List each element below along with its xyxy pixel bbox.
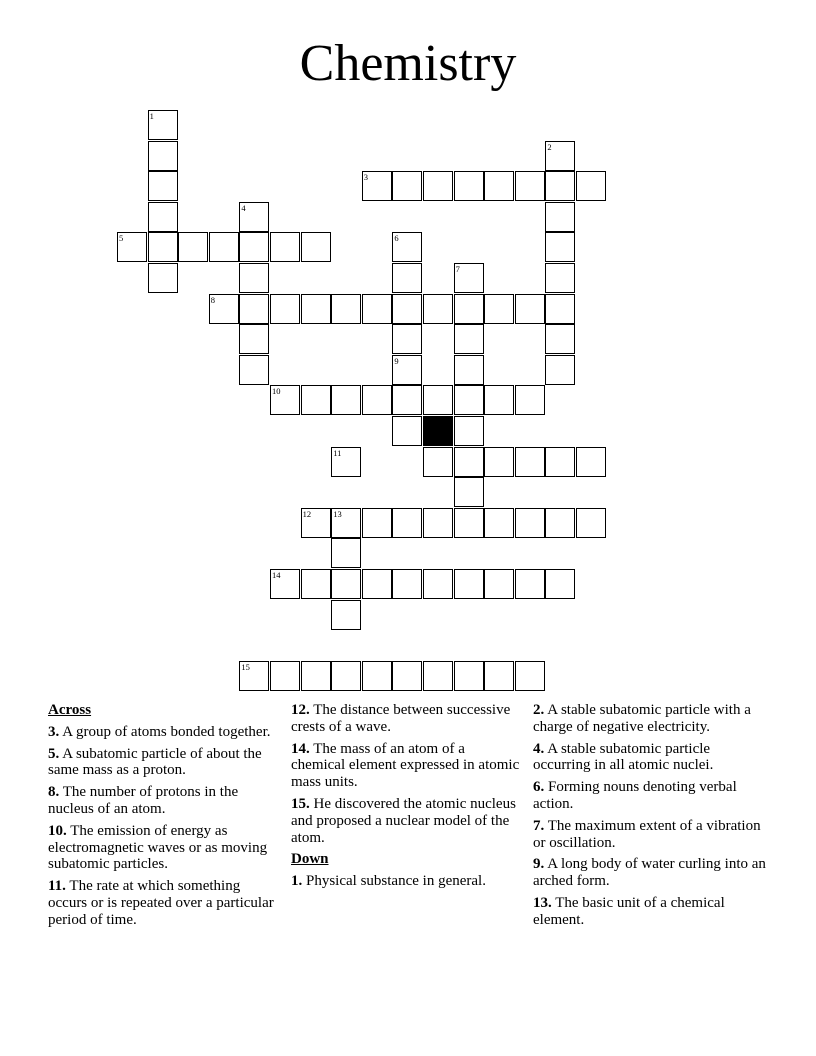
clue-number: 3 [363, 172, 369, 183]
grid-cell[interactable] [148, 171, 178, 201]
clue [291, 796, 521, 846]
grid-cell[interactable] [484, 171, 514, 201]
clue-number: 11. [48, 878, 66, 895]
clue [48, 724, 283, 741]
grid-cell[interactable] [484, 294, 514, 324]
clue-number: 14 [272, 570, 281, 580]
clue-number: 6 [394, 233, 399, 244]
grid-cell[interactable] [454, 416, 484, 446]
grid-cell[interactable] [392, 232, 422, 262]
grid-cell[interactable] [454, 324, 484, 354]
clue-number: 5 [119, 233, 124, 244]
clue-number: 13. [533, 894, 552, 911]
grid-cell[interactable] [515, 569, 545, 599]
grid-cell[interactable] [454, 569, 484, 599]
clue [533, 818, 768, 852]
grid-cell[interactable] [148, 110, 178, 140]
clue-number: 15. [291, 795, 310, 812]
clue-number: 2 [547, 141, 552, 152]
clue-number: 10 [272, 386, 281, 397]
grid-cell[interactable] [484, 385, 514, 415]
grid-cell[interactable] [454, 385, 484, 415]
grid-cell[interactable] [484, 569, 514, 599]
grid-cell[interactable] [454, 355, 484, 385]
grid-cell[interactable] [392, 355, 422, 385]
grid-cell[interactable] [545, 355, 575, 385]
grid-cell[interactable] [362, 385, 392, 415]
grid-cell[interactable] [545, 508, 575, 538]
grid-cell[interactable] [331, 569, 361, 599]
grid-cell[interactable] [148, 263, 178, 293]
clue [533, 779, 768, 813]
grid-cell[interactable] [270, 294, 300, 324]
grid-cell[interactable] [545, 232, 575, 262]
grid-cell[interactable] [239, 263, 269, 293]
grid-cell[interactable] [209, 232, 239, 262]
grid-cell[interactable] [545, 294, 575, 324]
grid-cell[interactable] [454, 661, 484, 691]
grid-cell[interactable] [545, 171, 575, 201]
grid-cell[interactable] [301, 569, 331, 599]
grid-cell[interactable] [576, 171, 606, 201]
grid-cell[interactable] [301, 508, 331, 538]
grid-cell[interactable] [454, 508, 484, 538]
grid-cell[interactable] [362, 171, 392, 201]
grid-cell[interactable] [331, 294, 361, 324]
grid-cell[interactable] [423, 385, 453, 415]
grid-cell[interactable] [423, 294, 453, 324]
grid-cell[interactable] [423, 447, 453, 477]
grid-cell[interactable] [545, 447, 575, 477]
clue [48, 784, 283, 818]
grid-cell[interactable] [239, 355, 269, 385]
clue-text: A subatomic particle of about the same mass as a proton. [48, 745, 262, 779]
grid-cell[interactable] [423, 508, 453, 538]
grid-cell[interactable] [331, 661, 361, 691]
clue-text: A stable subatomic particle occurring in all atomic nuclei. [533, 740, 714, 774]
clue-text: The maximum extent of a vibration or oscillation. [533, 817, 761, 851]
clue-text: Forming nouns denoting verbal action. [533, 779, 737, 812]
grid-cell[interactable] [454, 447, 484, 477]
clue-text: He discovered the atomic nucleus and proposed a nuclear model of the atom. [291, 795, 516, 846]
grid-cell[interactable] [484, 661, 514, 691]
clue-number: 4. [533, 740, 545, 757]
clue-number: 11 [333, 447, 342, 458]
clues-column-1 [48, 702, 283, 934]
clue-text: A long body of water curling into an arched form. [533, 856, 766, 890]
grid-cell[interactable] [515, 661, 545, 691]
grid-cell[interactable] [454, 263, 484, 293]
clue-section-header: Across [48, 702, 92, 718]
clue-text: Physical substance in general. [306, 873, 486, 890]
grid-cell[interactable] [423, 661, 453, 691]
clue [533, 741, 768, 775]
clue [533, 895, 768, 929]
grid-cell[interactable] [454, 171, 484, 201]
clue [533, 702, 768, 736]
clue-section-header: Down [291, 851, 329, 868]
grid-cell[interactable] [148, 141, 178, 171]
clue-number: 10. [48, 822, 67, 839]
grid-cell[interactable] [392, 385, 422, 415]
grid-cell[interactable] [576, 447, 606, 477]
clue-text: The number of protons in the nucleus of an atom. [48, 784, 239, 817]
grid-cell[interactable] [301, 661, 331, 691]
grid-cell[interactable] [301, 232, 331, 262]
clue-text: The distance between successive crests of a wave. [291, 702, 511, 735]
grid-cell[interactable] [545, 324, 575, 354]
clue-text: A group of atoms bonded together. [62, 723, 271, 740]
grid-cell[interactable] [301, 294, 331, 324]
clue-number: 2. [533, 702, 545, 718]
clue [48, 746, 283, 780]
clue [291, 741, 521, 791]
grid-cell[interactable] [515, 447, 545, 477]
grid-cell[interactable] [209, 294, 239, 324]
clue [533, 856, 768, 890]
grid-cell[interactable] [178, 232, 208, 262]
clues-column-2 [291, 702, 521, 895]
grid-cell[interactable] [362, 569, 392, 599]
grid-cell[interactable] [148, 232, 178, 262]
grid-cell[interactable] [362, 508, 392, 538]
clue-number: 15 [241, 661, 250, 672]
clue [48, 823, 283, 873]
grid-cell[interactable] [148, 202, 178, 232]
clue-number: 12. [291, 702, 310, 718]
grid-cell[interactable] [515, 385, 545, 415]
grid-cell[interactable] [270, 569, 300, 599]
clue-number: 3. [48, 723, 60, 740]
grid-cell[interactable] [270, 232, 300, 262]
grid-cell[interactable] [270, 661, 300, 691]
clue-number: 9. [533, 856, 545, 873]
grid-cell[interactable] [331, 447, 361, 477]
grid-cell[interactable] [454, 294, 484, 324]
grid-cell[interactable] [545, 202, 575, 232]
clue [48, 878, 283, 928]
grid-cell[interactable] [239, 661, 269, 691]
grid-cell[interactable] [392, 508, 422, 538]
grid-cell[interactable] [301, 385, 331, 415]
clue-number: 14. [291, 740, 310, 757]
grid-cell[interactable] [331, 538, 361, 568]
clue-number: 13 [333, 508, 342, 519]
clue-number: 12 [302, 508, 312, 519]
grid-cell[interactable] [545, 263, 575, 293]
grid-cell[interactable] [484, 508, 514, 538]
clue [291, 702, 521, 736]
grid-cell[interactable] [117, 232, 147, 262]
clue-number: 4 [241, 202, 246, 213]
grid-cell[interactable] [392, 416, 422, 446]
clue-number: 5. [48, 745, 60, 762]
grid-cell[interactable] [545, 141, 575, 171]
clue-text: A stable subatomic particle with a charge of negative electricity. [533, 702, 751, 735]
grid-cell[interactable] [515, 294, 545, 324]
grid-cell[interactable] [423, 569, 453, 599]
clue-number: 1. [291, 873, 303, 890]
grid-cell[interactable] [515, 171, 545, 201]
grid-cell[interactable] [239, 232, 269, 262]
grid-cell[interactable] [392, 661, 422, 691]
grid-cell[interactable] [576, 508, 606, 538]
clue-number: 8. [48, 784, 60, 801]
grid-cell[interactable] [362, 661, 392, 691]
clue [291, 873, 521, 890]
grid-cell[interactable] [392, 294, 422, 324]
clue-number: 8 [210, 294, 216, 305]
grid-cell[interactable] [392, 171, 422, 201]
grid-cell[interactable] [484, 447, 514, 477]
blocked-cell [423, 416, 453, 446]
clues-column-3 [533, 702, 768, 934]
clue-text: The mass of an atom of a chemical element expressed in atomic mass units. [291, 740, 520, 791]
clue-text: The basic unit of a chemical element. [533, 894, 725, 928]
grid-cell[interactable] [392, 569, 422, 599]
grid-cell[interactable] [239, 324, 269, 354]
grid-cell[interactable] [331, 600, 361, 630]
clue-text: The rate at which something occurs or is repeated over a particular period of time. [48, 878, 274, 928]
grid-cell[interactable] [392, 263, 422, 293]
grid-cell[interactable] [423, 171, 453, 201]
clue-number: 9 [394, 355, 399, 366]
page-title: Chemistry [299, 35, 517, 92]
clue-number: 1 [149, 111, 154, 121]
grid-cell[interactable] [331, 385, 361, 415]
grid-cell[interactable] [239, 202, 269, 232]
clue-number: 7 [455, 264, 460, 274]
grid-cell[interactable] [239, 294, 269, 324]
grid-cell[interactable] [515, 508, 545, 538]
grid-cell[interactable] [270, 385, 300, 415]
clue-number: 7. [533, 817, 545, 834]
grid-cell[interactable] [392, 324, 422, 354]
grid-cell[interactable] [362, 294, 392, 324]
clue-text: The emission of energy as electromagnetic waves or as moving subatomic particles. [48, 822, 268, 873]
grid-cell[interactable] [545, 569, 575, 599]
grid-cell[interactable] [331, 508, 361, 538]
grid-cell[interactable] [454, 477, 484, 507]
clue-number: 6. [533, 779, 545, 796]
